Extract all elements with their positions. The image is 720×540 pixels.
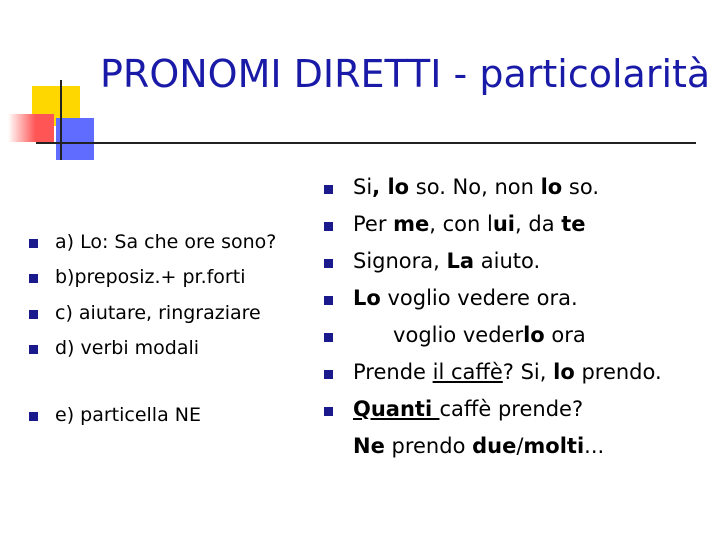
text-segment: / <box>516 434 524 458</box>
text-segment: , con l <box>429 212 493 236</box>
text-segment: , lo <box>372 175 410 199</box>
bullet-icon <box>324 370 333 379</box>
text-segment: , da <box>515 212 562 236</box>
text-segment: Lo <box>353 286 381 310</box>
text-segment: Signora, <box>353 249 447 273</box>
bullet-icon <box>29 345 38 354</box>
text-segment: ... <box>584 434 605 458</box>
left-item: b)preposiz.+ pr.forti <box>55 266 246 288</box>
bullet-icon <box>324 259 333 268</box>
right-item <box>353 175 599 199</box>
text-segment: Ne <box>353 434 385 458</box>
bullet-icon <box>29 412 38 421</box>
right-item <box>353 212 586 236</box>
text-segment: so. <box>562 175 600 199</box>
bullet-icon <box>29 239 38 248</box>
right-item <box>353 434 604 458</box>
text-segment: ora <box>544 323 586 347</box>
right-item <box>353 286 578 310</box>
text-segment: La <box>446 249 475 273</box>
logo-horizontal-line <box>36 142 696 144</box>
left-item: a) Lo: Sa che ore sono? <box>55 231 277 253</box>
text-segment: so. No, non <box>409 175 541 199</box>
logo-vertical-line <box>60 80 62 160</box>
bullet-icon <box>324 296 333 305</box>
left-item: d) verbi modali <box>55 337 200 359</box>
text-segment: molti <box>523 434 585 458</box>
text-segment: lo <box>523 323 545 347</box>
bullet-icon <box>324 407 333 416</box>
text-segment: voglio vedere ora. <box>380 286 578 310</box>
slide-title: PRONOMI DIRETTI - particolarità <box>100 52 711 96</box>
bullet-icon <box>29 310 38 319</box>
right-item <box>353 397 583 421</box>
text-segment: aiuto. <box>474 249 541 273</box>
text-segment: voglio veder <box>353 323 524 347</box>
text-segment: due <box>472 434 517 458</box>
text-segment: Si <box>353 175 373 199</box>
text-segment: me <box>393 212 430 236</box>
text-segment: te <box>561 212 586 236</box>
text-segment: ? Si, <box>502 360 554 384</box>
text-segment: prendo. <box>574 360 662 384</box>
text-segment: prendo <box>384 434 473 458</box>
right-item <box>353 323 586 347</box>
text-segment: ui <box>492 212 516 236</box>
text-segment: Quanti <box>353 397 440 421</box>
logo-red-square <box>8 114 54 142</box>
right-item <box>353 249 540 273</box>
left-item: c) aiutare, ringraziare <box>55 302 261 324</box>
text-segment: Per <box>353 212 394 236</box>
right-item <box>353 360 662 384</box>
bullet-icon <box>29 274 38 283</box>
text-segment: lo <box>553 360 575 384</box>
text-segment: caffè prende? <box>439 397 584 421</box>
bullet-icon <box>324 333 333 342</box>
text-segment: il caffè <box>432 360 503 384</box>
text-segment: Prende <box>353 360 433 384</box>
text-segment: lo <box>540 175 563 199</box>
bullet-icon <box>324 185 333 194</box>
left-item: e) particella NE <box>55 404 201 426</box>
bullet-icon <box>324 222 333 231</box>
